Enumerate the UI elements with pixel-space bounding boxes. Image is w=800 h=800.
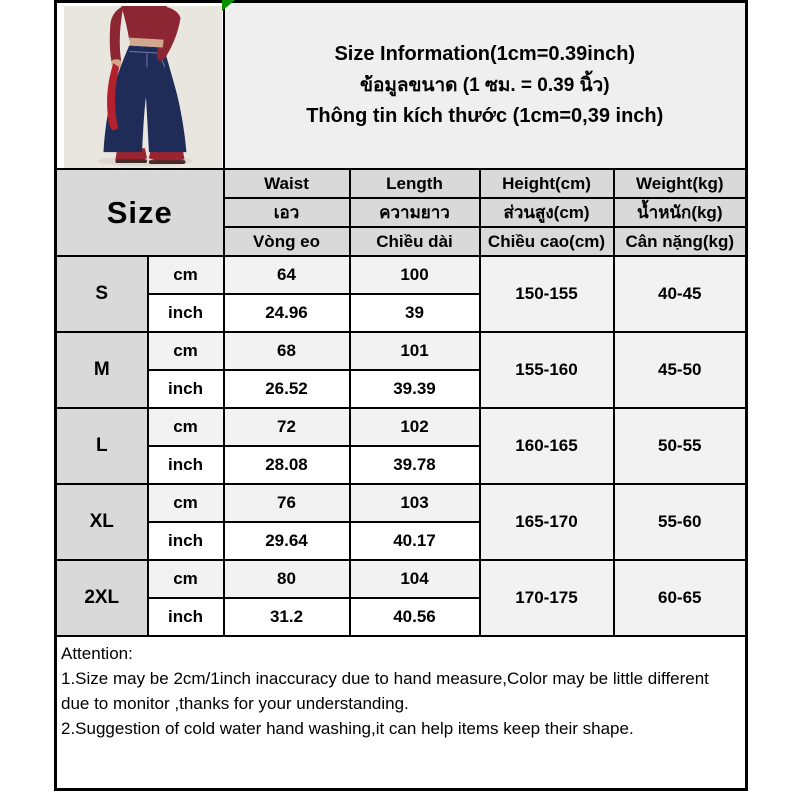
- row-s-cm: [56, 256, 747, 294]
- header-row-english: [56, 169, 747, 198]
- size-chart-sheet: [54, 0, 745, 791]
- 2xl-height-range: 170-175: [480, 560, 614, 636]
- unit-cm-label: cm: [148, 256, 224, 294]
- s-length-cm: 100: [350, 256, 480, 294]
- header-length-vi: Chiều dài: [350, 227, 480, 256]
- l-height-range: 160-165: [480, 408, 614, 484]
- row-l-cm: [56, 408, 747, 446]
- header-weight-en: Weight(kg): [614, 169, 747, 198]
- title-block: [224, 2, 747, 170]
- size-label-m: M: [56, 332, 148, 408]
- header-height-th: ส่วนสูง(cm): [480, 198, 614, 227]
- l-weight-range: 50-55: [614, 408, 747, 484]
- m-length-inch: 39.39: [350, 370, 480, 408]
- xl-waist-inch: 29.64: [224, 522, 350, 560]
- unit-inch-label: inch: [148, 294, 224, 332]
- unit-inch-label: inch: [148, 370, 224, 408]
- attention-box: [56, 636, 747, 790]
- row-m-cm: [56, 332, 747, 370]
- attention-row: [56, 636, 747, 790]
- title-english: Size Information(1cm=0.39inch): [334, 43, 636, 65]
- attention-note-2: 2.Suggestion of cold water hand washing,it can help items keep their shape.: [61, 719, 634, 738]
- xl-length-inch: 40.17: [350, 522, 480, 560]
- row-xl-cm: [56, 484, 747, 522]
- 2xl-waist-cm: 80: [224, 560, 350, 598]
- l-length-cm: 102: [350, 408, 480, 446]
- attention-heading: Attention:: [61, 644, 133, 663]
- s-waist-inch: 24.96: [224, 294, 350, 332]
- unit-inch-label: inch: [148, 522, 224, 560]
- size-corner-label: Size: [56, 169, 224, 256]
- size-table: [54, 0, 748, 791]
- unit-inch-label: inch: [148, 446, 224, 484]
- size-label-2xl: 2XL: [56, 560, 148, 636]
- product-photo: [64, 6, 222, 168]
- s-waist-cm: 64: [224, 256, 350, 294]
- xl-waist-cm: 76: [224, 484, 350, 522]
- header-weight-vi: Cân nặng(kg): [614, 227, 747, 256]
- unit-cm-label: cm: [148, 560, 224, 598]
- product-photo-cell: [56, 2, 224, 170]
- 2xl-length-inch: 40.56: [350, 598, 480, 636]
- size-label-l: L: [56, 408, 148, 484]
- size-label-s: S: [56, 256, 148, 332]
- header-length-th: ความยาว: [350, 198, 480, 227]
- xl-height-range: 165-170: [480, 484, 614, 560]
- header-waist-vi: Vòng eo: [224, 227, 350, 256]
- xl-length-cm: 103: [350, 484, 480, 522]
- header-waist-th: เอว: [224, 198, 350, 227]
- unit-inch-label: inch: [148, 598, 224, 636]
- l-waist-cm: 72: [224, 408, 350, 446]
- m-waist-cm: 68: [224, 332, 350, 370]
- header-waist-en: Waist: [224, 169, 350, 198]
- m-weight-range: 45-50: [614, 332, 747, 408]
- header-height-en: Height(cm): [480, 169, 614, 198]
- s-weight-range: 40-45: [614, 256, 747, 332]
- unit-cm-label: cm: [148, 332, 224, 370]
- header-length-en: Length: [350, 169, 480, 198]
- m-height-range: 155-160: [480, 332, 614, 408]
- s-length-inch: 39: [350, 294, 480, 332]
- l-waist-inch: 28.08: [224, 446, 350, 484]
- row-2xl-cm: [56, 560, 747, 598]
- size-label-xl: XL: [56, 484, 148, 560]
- green-corner-marker: [222, 0, 235, 11]
- s-height-range: 150-155: [480, 256, 614, 332]
- l-length-inch: 39.78: [350, 446, 480, 484]
- title-thai: ข้อมูลขนาด (1 ซม. = 0.39 นิ้ว): [359, 75, 610, 96]
- unit-cm-label: cm: [148, 484, 224, 522]
- attention-note-1: 1.Size may be 2cm/1inch inaccuracy due to hand measure,Color may be little different due to monitor ,thanks for your understanding.: [61, 669, 709, 713]
- header-height-vi: Chiều cao(cm): [480, 227, 614, 256]
- m-waist-inch: 26.52: [224, 370, 350, 408]
- top-row: [56, 2, 747, 170]
- title-vietnamese: Thông tin kích thước (1cm=0,39 inch): [306, 105, 664, 127]
- m-length-cm: 101: [350, 332, 480, 370]
- xl-weight-range: 55-60: [614, 484, 747, 560]
- 2xl-length-cm: 104: [350, 560, 480, 598]
- 2xl-weight-range: 60-65: [614, 560, 747, 636]
- 2xl-waist-inch: 31.2: [224, 598, 350, 636]
- header-weight-th: น้ำหนัก(kg): [614, 198, 747, 227]
- unit-cm-label: cm: [148, 408, 224, 446]
